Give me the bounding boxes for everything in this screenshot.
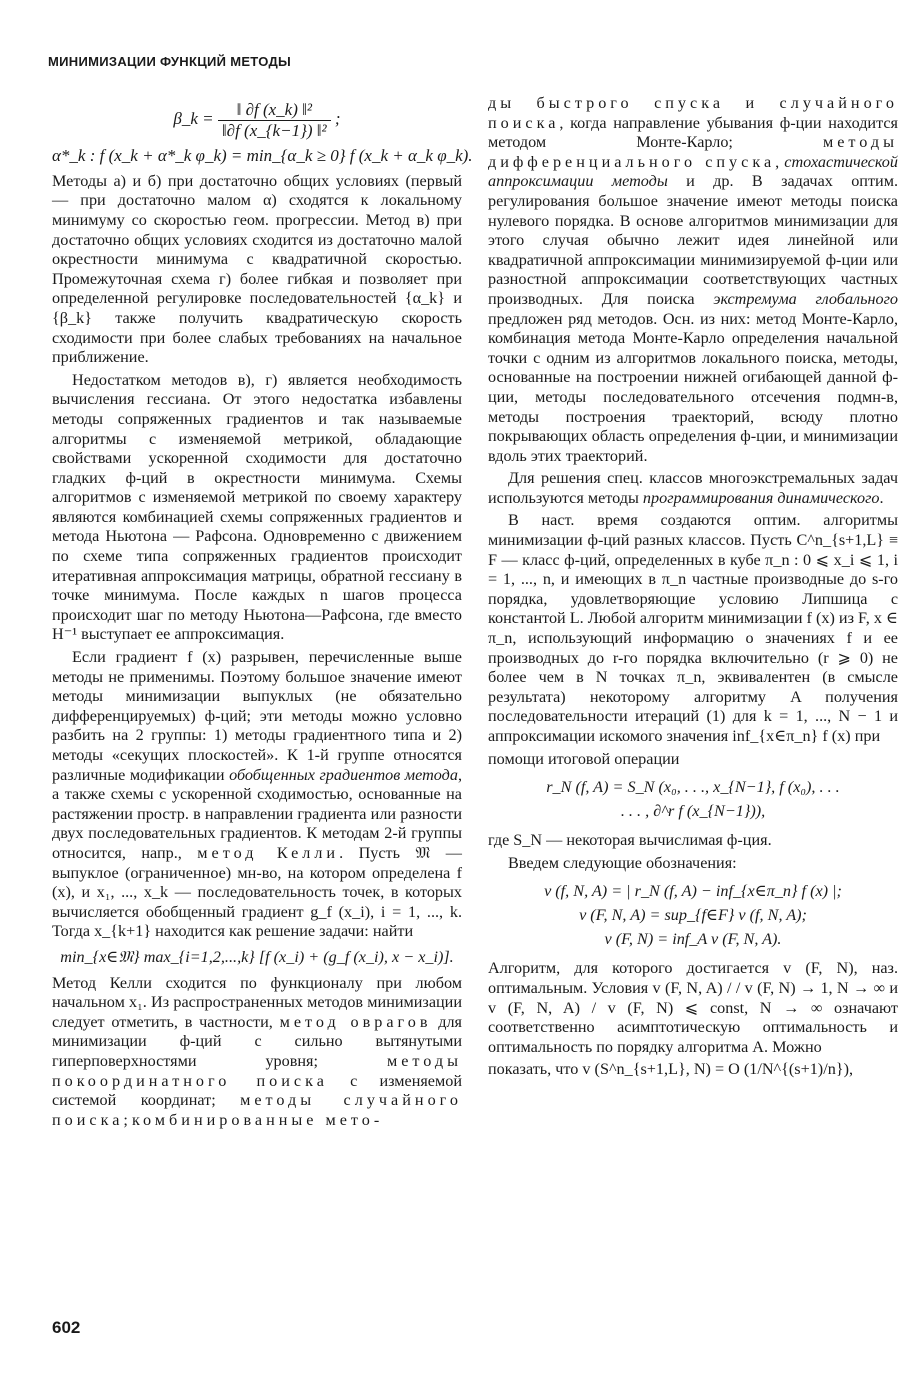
formula-v-block (488, 879, 898, 951)
left-p3-text-e: . Пусть 𝔐 — выпуклое (ограниченное) мн-во, на котором определена f (x), и x₁, ..., x_k — последовательность точек, в которых вычисляется обобщенный градиент g_f (x_i), i = 1, ..., k. Тогда x_{k+1} находится как решение задачи: найти (52, 843, 462, 941)
right-paragraph-6: Алгоритм, для которого достигается v (F, N), наз. оптимальным. Условия v (F, N, A) / / v (F, N) → 1, N → ∞ и v (F, N, A) / v (F, N) ⩽ const, N → ∞ означают соответственно асимптотическую оптимальность и оптимальность по порядку алгоритма A. Можно (488, 959, 898, 1056)
link-stochastic-approximation[interactable]: стохастической аппроксимации методы (488, 152, 898, 191)
right-p1-text-b: , когда направление убывания ф-ции находится методом Монте-Карло; (488, 113, 898, 152)
formula-v-line-2: v (F, N, A) = sup_{f∈F} v (f, N, A); (579, 906, 807, 925)
left-paragraph-2: Недостатком методов в), г) является необходимость вычисления гессиана. От этого недостатка избавлены методы сопряженных градиентов и так называемые алгоритмы с изменяемой метрикой, обладающие свойствами ускоренной сходимости для достаточно гладких ф-ций в окрестности минимума. Схемы алгоритмов с изменяемой метрикой по своему характеру являются комбинацией схемы сопряженных градиентов и метода Ньютона — Рафсона. Одновременно с движением по схеме типа сопряженных градиентов происходит итеративная аппроксимация матрицы, обратной гессиану в точке минимума. После каждых n шагов процесса происходит шаг по методу Ньютона—Рафсона, где вместо H⁻¹ выступает ее аппроксимация. (52, 370, 462, 644)
formula-beta (52, 100, 462, 140)
formula-v-line-3: v (F, N) = inf_A v (F, N, A). (604, 930, 782, 949)
term-fast-descent-random: ды быстрого спуска и случайного поиска (488, 94, 898, 132)
right-p1-text-d: , (775, 152, 785, 171)
right-paragraph-5: Введем следующие обозначения: (508, 853, 737, 872)
formula-beta-tail: ; (334, 109, 341, 128)
page-number: 602 (52, 1318, 81, 1337)
formula-beta-denominator: ‖∂f (x_{k−1}) ‖² (221, 120, 327, 140)
right-paragraph-3b: помощи итоговой операции (488, 749, 680, 768)
left-p4-text-a: Метод Келли сходится по функционалу при любом начальном x₁. Из распространенных методов минимизации следует отметить, в частности, (52, 973, 462, 1031)
link-global-extremum[interactable]: экстремума глобального (713, 289, 898, 308)
formula-rn-line-2: . . . , ∂^r f (x_{N−1})), (620, 802, 766, 821)
right-paragraph-1 (488, 94, 898, 466)
right-paragraph-2 (488, 469, 898, 508)
formula-v-line-1: v (f, N, A) = | r_N (f, A) − inf_{x∈π_n} f (x) |; (544, 882, 842, 901)
right-paragraph-7: показать, что v (S^n_{s+1,L}, N) = O (1/N^{(s+1)/n}), (488, 1060, 854, 1079)
right-p1-text-h: предложен ряд методов. Осн. из них: метод Монте-Карло, комбинация метода Монте-Карло определения начальной точки с одним из алгоритмов локального поиска, методы, основанные на построении нижней огибающей данной ф-ции, методы последовательного отсечения подмн-в, методы построения траекторий, всюду плотно покрывающих область определения ф-ции, и минимизации вдоль этих траекторий. (488, 309, 898, 465)
left-p4-text-c: для минимизации ф-ций с сильно вытянутыми гиперповерхностями уровня; (52, 1012, 462, 1070)
left-p4-text-e: с изменяемой системой координат; (52, 1071, 462, 1110)
link-dynamic-programming[interactable]: программирования динамического (642, 488, 880, 507)
right-p2-text-a: Для решения спец. классов многоэкстремальных задач используются методы (488, 469, 898, 507)
link-generalized-gradients[interactable]: обобщенных градиентов метода (229, 765, 458, 784)
running-header: МИНИМИЗАЦИИ ФУНКЦИЙ МЕТОДЫ (48, 54, 292, 69)
formula-rn (488, 775, 898, 823)
left-p3-text-c: , а также схемы с ускоренной сходимостью, основанные на растяжении простр. в направлении градиента или разности двух последовательных градиентов. К методам 2-й группы относится, напр., (52, 765, 462, 862)
term-kelley-method: метод Келли (197, 843, 340, 862)
left-paragraph-1: Методы а) и б) при достаточно общих условиях (первый — при достаточно малом α) сходятся к локальному минимуму со скоростью геом. прогрессии. Метод в) при достаточно общих условиях сходится из достаточно малой окрестности минимума с квадратичной скоростью. Промежуточная схема г) более гибкая и позволяет при определенной регулировке последовательностей {α_k} и {β_k} также получить квадратическую скорость сходимости при более слабых требованиях на начальное приближение. (52, 171, 462, 367)
term-differential-descent: методы дифференциального спуска (488, 133, 898, 171)
left-paragraph-4 (52, 974, 462, 1131)
formula-beta-lhs: β_k = (173, 109, 214, 128)
left-column (52, 94, 473, 1130)
right-paragraph-4: где S_N — некоторая вычислимая ф-ция. (488, 831, 772, 850)
term-random-search: методы случайного поиска (52, 1091, 462, 1129)
formula-beta-fraction (218, 100, 331, 140)
right-paragraph-3: В наст. время создаются оптим. алгоритмы минимизации ф-ций разных классов. Пусть C^n_{s+1,L} ≡ F — класс ф-ций, определенных в кубе π_n : 0 ⩽ x_i ⩽ 1, i = 1, ..., n, и имеющих в π_n частные производные до s-го порядка, удовлетворяющие условию Липшица с константой L. Любой алгоритм минимизации f (x) из F, x ∈ π_n, использующий информацию о значениях f и ее производных до r-го порядка включительно (r ⩾ 0) не более чем в N точках π_n, эквивалентен (в смысле результата) некоторому алгоритму A получения последовательности итераций (1) для k = 1, ..., N − 1 и аппроксимации искомого значения inf_{x∈π_n} f (x) при (488, 511, 898, 745)
term-ravine-method: метод оврагов (279, 1012, 432, 1031)
formula-alpha: α*_k : f (x_k + α*_k φ_k) = min_{α_k ≥ 0} f (x_k + α_k φ_k). (52, 146, 473, 166)
left-p3-text-a: Если градиент f (x) разрывен, перечисленные выше методы не применимы. Поэтому большое значение имеют методы минимизации выпуклых (не обязательно дифференцируемых) ф-ций; эти методы можно условно разбить на 2 группы: 1) методы градиентного типа и 2) методы «секущих плоскостей». К 1-й группе относятся различные модификации (52, 648, 462, 784)
formula-beta-numerator: ‖ ∂f (x_k) ‖² (218, 100, 331, 121)
formula-rn-line-1: r_N (f, A) = S_N (x₀, . . ., x_{N−1}, f (x₀), . . . (546, 778, 840, 797)
right-p2-text-c: . (879, 488, 884, 507)
left-paragraph-3 (52, 648, 462, 942)
formula-kelley: min_{x∈𝔐} max_{i=1,2,...,k} [f (x_i) + (g_f (x_i), x − x_i)]. (60, 947, 454, 966)
term-combined-methods: комбинированные мето- (131, 1110, 384, 1129)
term-coordinate-search: методы покоординатного поиска (52, 1051, 462, 1090)
right-column (488, 94, 898, 1080)
left-p4-text-g: ; (123, 1110, 132, 1129)
right-p1-text-f: и др. В задачах оптим. регулирования большое значение имеют методы поиска нулевого порядка. В основе алгоритмов минимизации для этого случая обычно лежит идея линейной или квадратичной аппроксимации минимизируемой ф-ции или разностной аппроксимации соответствующих частных производных. Для поиска (488, 172, 898, 308)
